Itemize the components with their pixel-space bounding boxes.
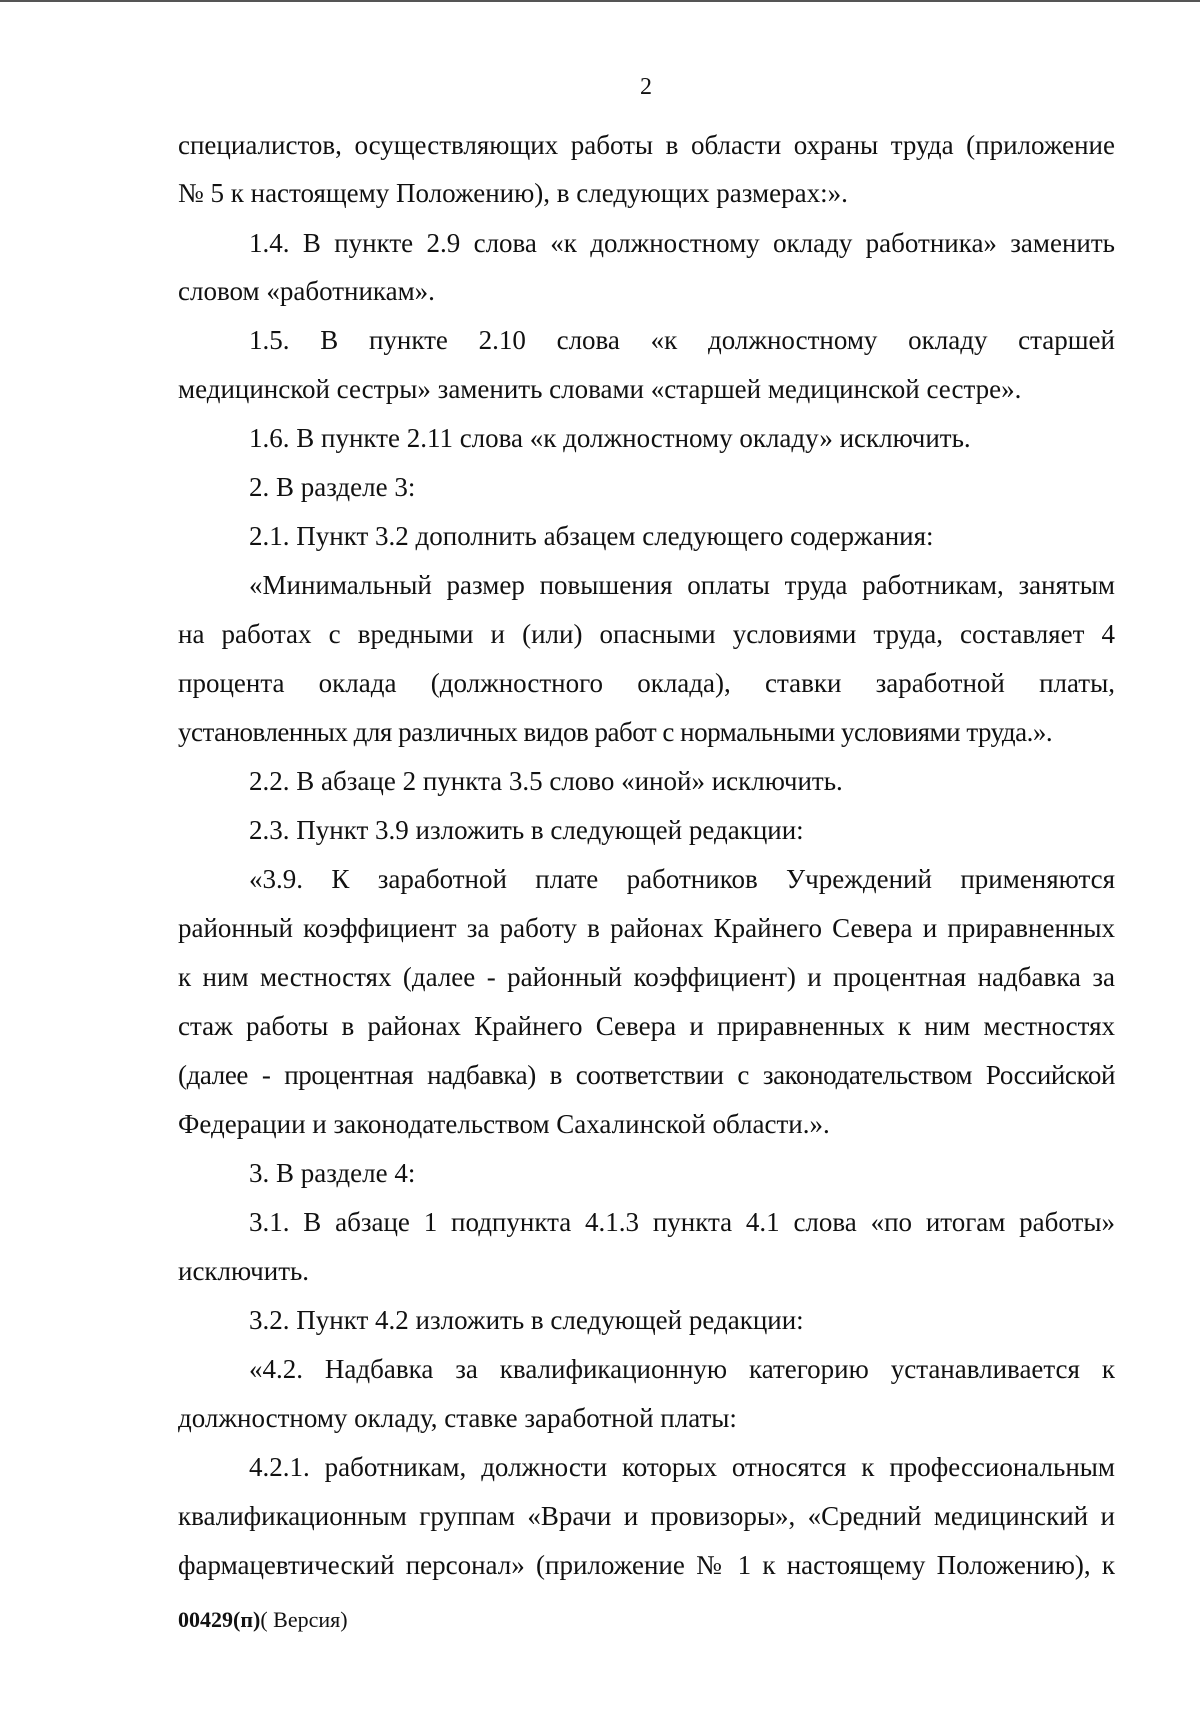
text-line: 1.5. В пункте 2.10 слова «к должностному окладу старшей [249, 325, 1115, 355]
text-line: установленных для различных видов работ с нормальными условиями труда.». [178, 717, 1053, 747]
text-line: (далее - процентная надбавка) в соответствии с законодательством Российской [178, 1060, 1115, 1090]
text-line: районный коэффициент за работу в районах Крайнего Севера и приравненных [178, 913, 1115, 943]
text-line: должностному окладу, ставке заработной платы: [178, 1403, 737, 1433]
scan-top-edge [0, 0, 1200, 2]
text-line: 1.6. В пункте 2.11 слова «к должностному окладу» исключить. [249, 423, 971, 453]
text-line: № 5 к настоящему Положению), в следующих размерах:». [178, 178, 848, 208]
document-footer [178, 1607, 348, 1633]
text-line: 2.3. Пункт 3.9 изложить в следующей редакции: [249, 815, 804, 845]
text-line: фармацевтический персонал» (приложение № 1 к настоящему Положению), к [178, 1550, 1115, 1580]
text-line: 1.4. В пункте 2.9 слова «к должностному окладу работника» заменить [249, 228, 1115, 258]
text-line: 3.2. Пункт 4.2 изложить в следующей редакции: [249, 1305, 804, 1335]
page-number: 2 [640, 74, 652, 100]
text-line: словом «работникам». [178, 276, 435, 306]
text-line: на работах с вредными и (или) опасными условиями труда, составляет 4 [178, 619, 1115, 649]
text-line: медицинской сестры» заменить словами «старшей медицинской сестре». [178, 374, 1022, 404]
text-line: к ним местностях (далее - районный коэффициент) и процентная надбавка за [178, 962, 1115, 992]
text-line: 2. В разделе 3: [249, 472, 416, 502]
text-line: 4.2.1. работникам, должности которых относятся к профессиональным [249, 1452, 1115, 1482]
text-line: процента оклада (должностного оклада), ставки заработной платы, [178, 668, 1115, 698]
text-line: 2.2. В абзаце 2 пункта 3.5 слово «иной» исключить. [249, 766, 843, 796]
text-line: «Минимальный размер повышения оплаты труда работникам, занятым [249, 570, 1115, 600]
text-line: 3.1. В абзаце 1 подпункта 4.1.3 пункта 4.1 слова «по итогам работы» [249, 1207, 1115, 1237]
document-code: 00429(п) [178, 1607, 261, 1632]
text-line: 2.1. Пункт 3.2 дополнить абзацем следующего содержания: [249, 521, 934, 551]
text-line: стаж работы в районах Крайнего Севера и приравненных к ним местностях [178, 1011, 1115, 1041]
text-line: «4.2. Надбавка за квалификационную категорию устанавливается к [249, 1354, 1115, 1384]
text-line: квалификационным группам «Врачи и провизоры», «Средний медицинский и [178, 1501, 1115, 1531]
document-version: ( Версия) [260, 1607, 348, 1632]
text-line: специалистов, осуществляющих работы в области охраны труда (приложение [178, 130, 1115, 160]
text-line: 3. В разделе 4: [249, 1158, 416, 1188]
text-line: Федерации и законодательством Сахалинской области.». [178, 1109, 830, 1139]
text-line: «3.9. К заработной плате работников Учреждений применяются [249, 864, 1115, 894]
text-line: исключить. [178, 1256, 310, 1286]
